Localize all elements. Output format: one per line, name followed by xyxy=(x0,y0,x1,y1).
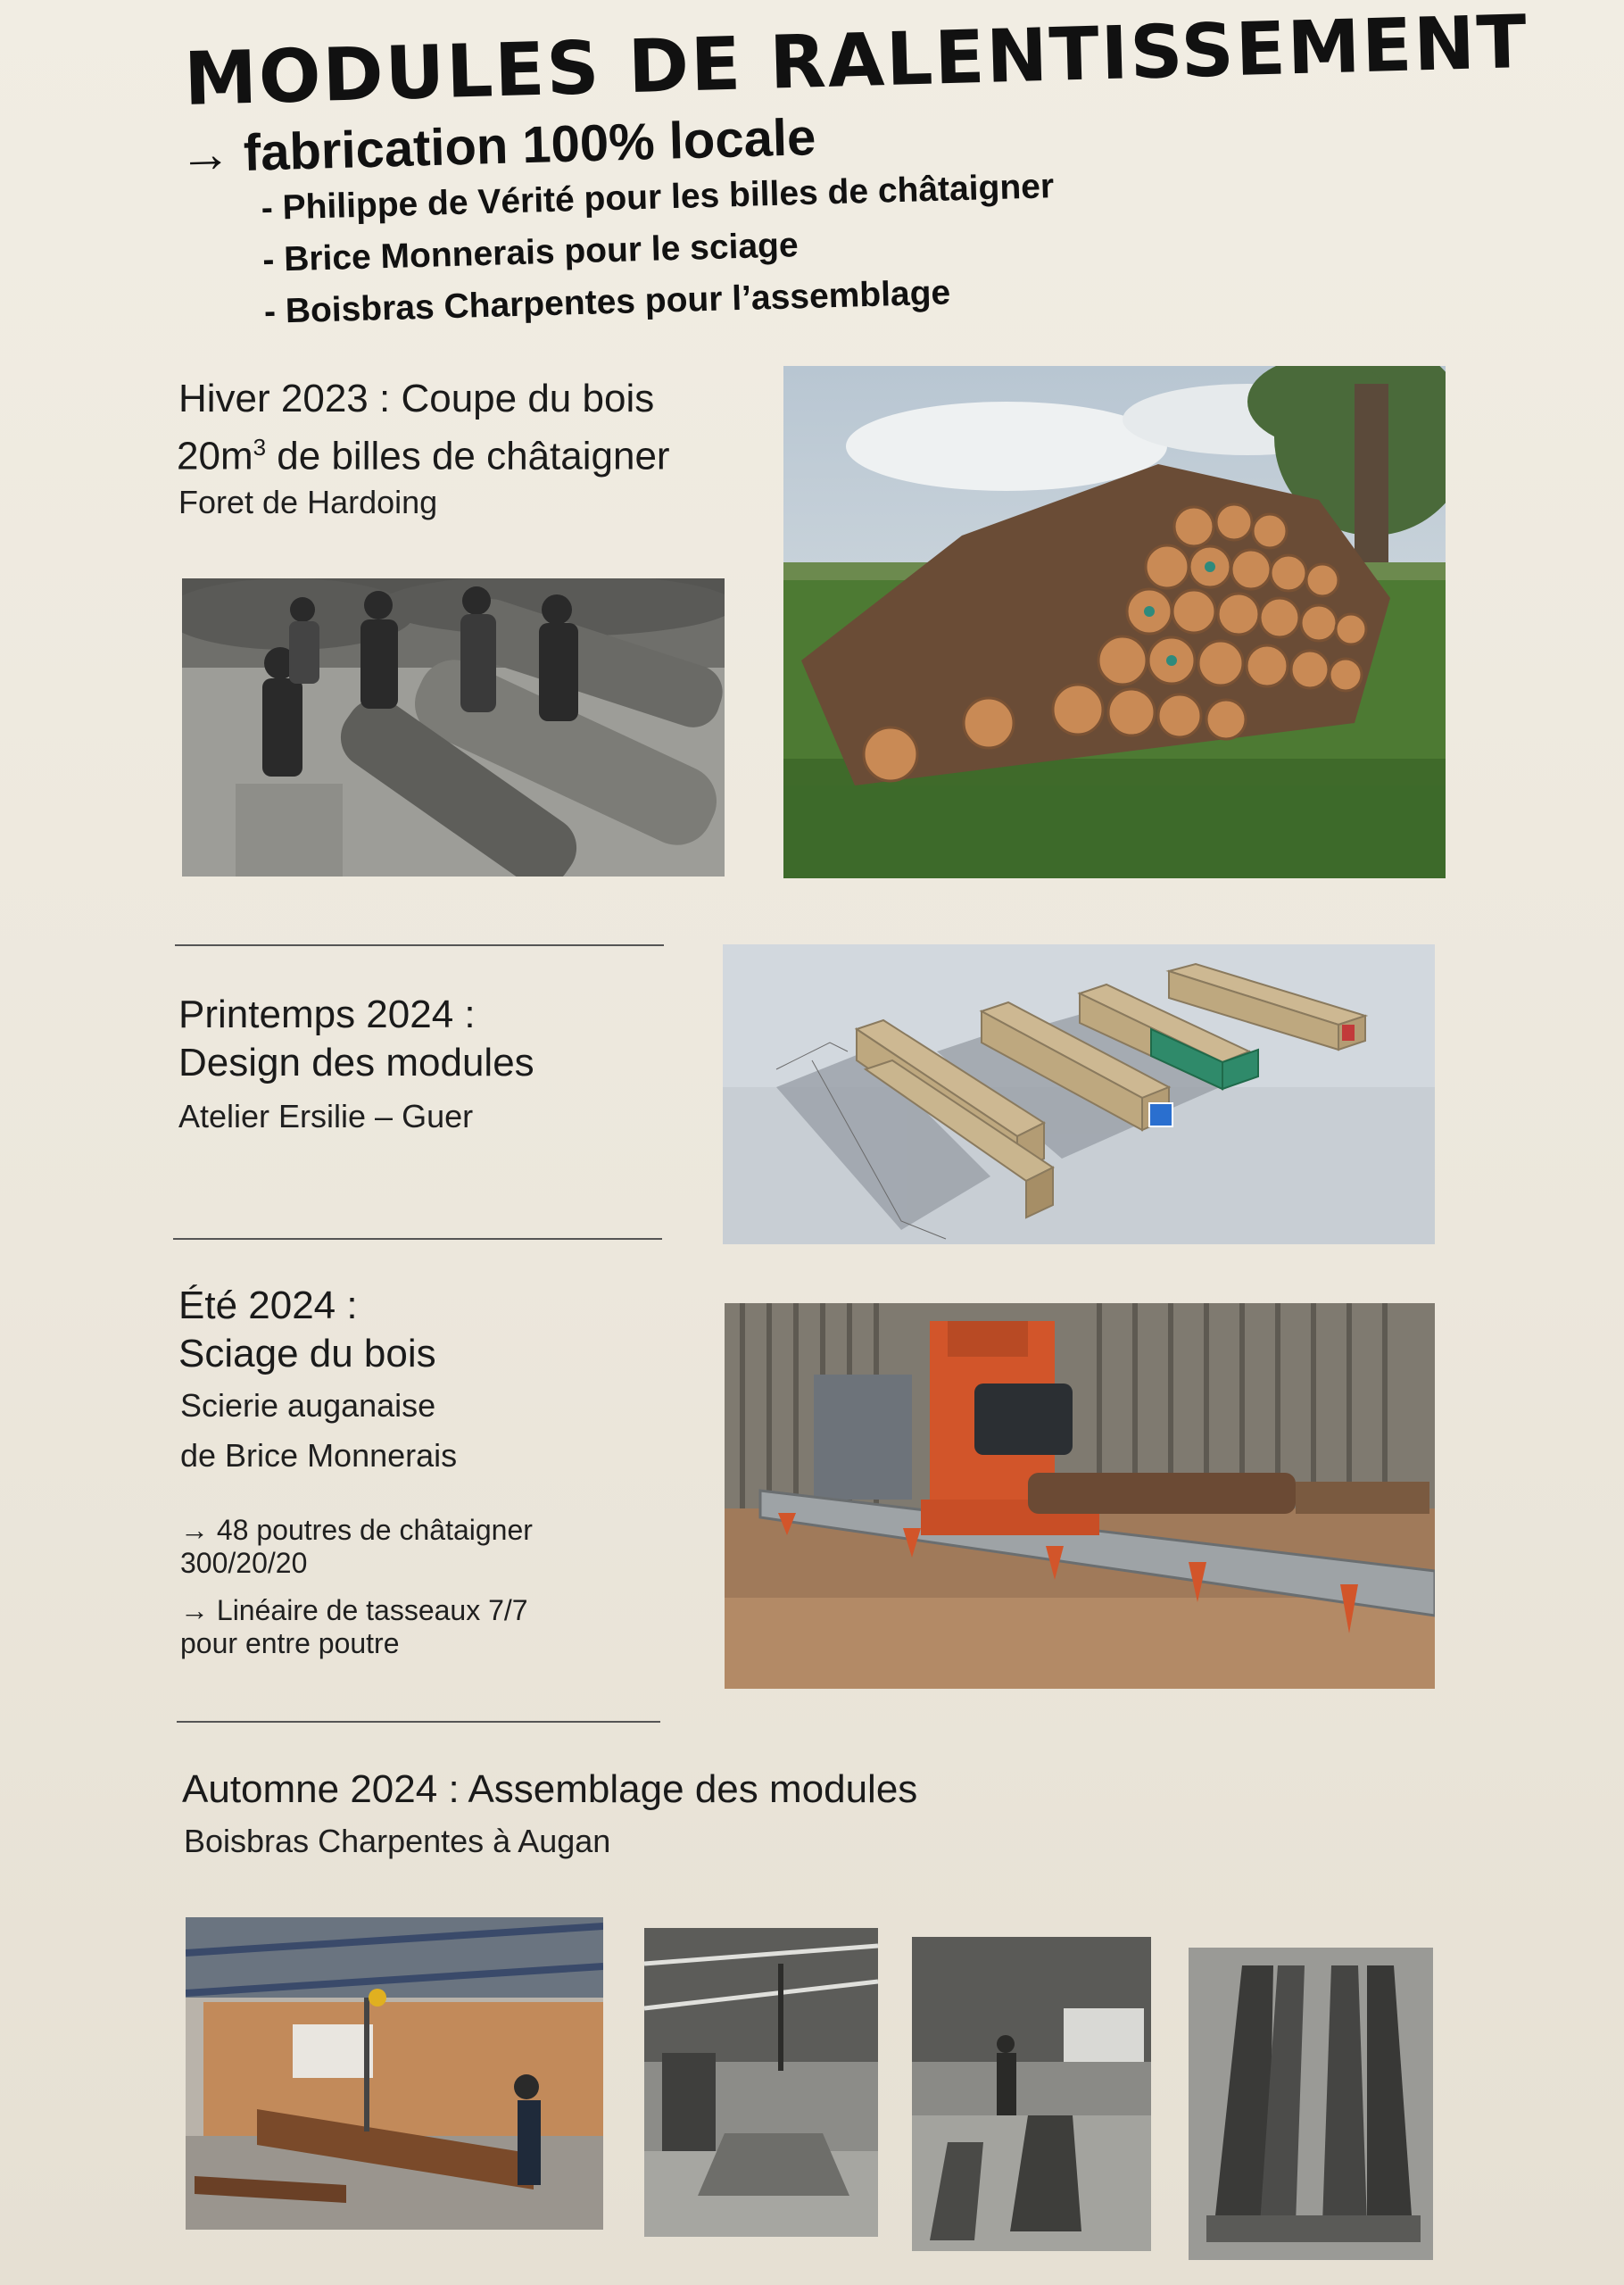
subtitle-text: fabrication 100% locale xyxy=(242,108,817,182)
module-design-render xyxy=(723,944,1435,1244)
section-divider xyxy=(177,1721,660,1723)
summer-place-line1: Scierie auganaise xyxy=(180,1387,436,1424)
winter-volume: $20m^3$ de billes de châtaigner xyxy=(177,434,670,478)
batten-usage: pour entre poutre xyxy=(180,1627,400,1659)
summer-place-line2: de Brice Monnerais xyxy=(180,1437,458,1474)
summer-title: Été 2024 : xyxy=(178,1284,358,1327)
workshop-bw-photo-1 xyxy=(644,1928,878,2237)
forest-team-photo xyxy=(182,578,725,877)
workshop-assembly-photo xyxy=(186,1917,603,2230)
section-divider xyxy=(175,944,664,946)
section-divider xyxy=(173,1238,662,1240)
spring-title: Printemps 2024 : xyxy=(178,993,476,1036)
autumn-place: Boisbras Charpentes à Augan xyxy=(184,1823,611,1859)
batten-note: → Linéaire de tasseaux 7/7 xyxy=(180,1594,528,1626)
poster-title: MODULES DE RALENTISSEMENT xyxy=(183,0,1530,122)
winter-place: Foret de Hardoing xyxy=(178,484,438,520)
sawmill-photo xyxy=(725,1303,1435,1689)
log-pile-photo xyxy=(783,366,1446,878)
spring-place: Atelier Ersilie – Guer xyxy=(178,1098,474,1134)
beam-dimensions: 300/20/20 xyxy=(180,1547,308,1579)
winter-title: Hiver 2023 : Coupe du bois xyxy=(178,377,655,420)
arrow-icon: → xyxy=(178,124,232,184)
partner-item: - Boisbras Charpentes pour l’assemblage xyxy=(263,264,1057,338)
partner-item: - Brice Monnerais pour le sciage xyxy=(262,212,1056,287)
partner-item: - Philippe de Vérité pour les billes de châtaigner xyxy=(261,161,1055,235)
autumn-title: Automne 2024 : Assemblage des modules xyxy=(182,1767,918,1811)
spring-subtitle: Design des modules xyxy=(178,1041,534,1084)
finished-beams-photo xyxy=(1189,1948,1433,2260)
workshop-bw-photo-2 xyxy=(912,1937,1151,2251)
partner-list xyxy=(261,161,1057,338)
summer-subtitle: Sciage du bois xyxy=(178,1332,436,1375)
beam-count-note: → 48 poutres de châtaigner xyxy=(180,1514,533,1546)
